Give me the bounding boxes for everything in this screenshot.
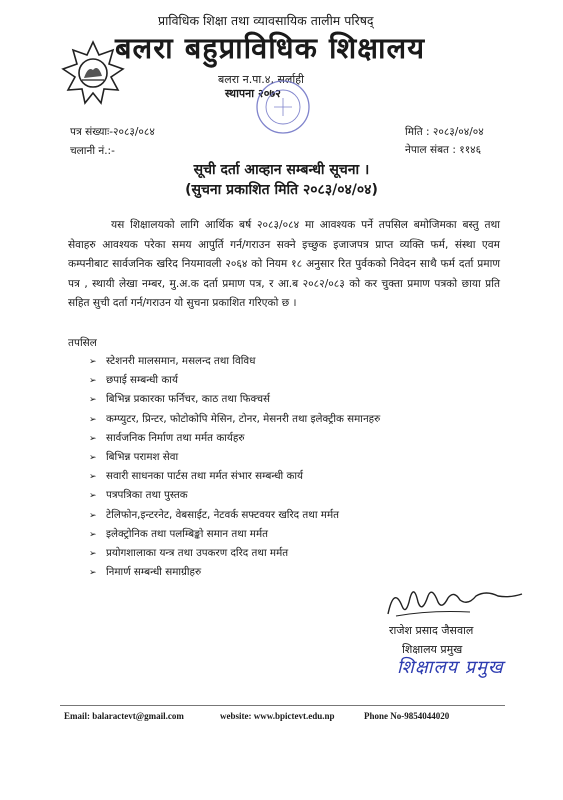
footer-email: Email: balaractevt@gmail.com (64, 711, 184, 721)
list-item: ➢ स्टेशनरी मालसमान, मसलन्द तथा विविध (89, 352, 380, 371)
bullet-arrow-icon: ➢ (89, 568, 97, 579)
footer-website: website: www.bpictevt.edu.np (220, 711, 335, 721)
bullet-arrow-icon: ➢ (89, 433, 97, 444)
nepal-sambat: नेपाल संबत : ११४६ (405, 144, 482, 156)
bullet-arrow-icon: ➢ (89, 548, 97, 559)
bullet-arrow-icon: ➢ (89, 357, 97, 367)
established-year: स्थापना २०७२ (225, 87, 281, 100)
notice-paragraph: यस शिक्षालयको लागि आर्थिक बर्ष २०८३/०८४ मा आवश्यक पर्ने तपसिल बमोजिमका बस्तु तथा सेवाहरु आवश्यक परेका समय आपुर्ति गर्न/गराउन सक्ने इच्छुक इजाजपत्र प्राप्त व्यक्ति फर्म, संस्था एवम कम्पनीबाट सार्वजनिक खरिद नियमावली २०६४ को नियम १८ अनुसार रित पुर्वकको निवेदन साथै फर्म दर्ता प्रमाण पत्र , स्थायी लेखा नम्बर, मु.अ.क दर्ता प्रमाण पत्र, र आ.ब २०८२/०८३ को कर चुक्ता प्रमाण पत्रको छाया प्रति सहित सुची दर्ता गर्न/गराउन यो सुचना प्रकाशित गरिएको छ । (68, 219, 500, 309)
list-item: ➢ कम्प्युटर, प्रिन्टर, फोटोकोपि मेसिन, टोनर, मेसनरी तथा इलेक्ट्रीक समानहरु (89, 410, 380, 429)
signature-scribble-icon (380, 576, 530, 626)
bullet-arrow-icon: ➢ (89, 491, 97, 502)
item-list (89, 352, 380, 582)
list-item: ➢ निमार्ण सम्बन्धी समाग्रीहरु (89, 563, 380, 582)
dispatch-number: चलानी नं.:- (70, 145, 115, 157)
notice-subtitle: (सुचना प्रकाशित मिति २०८३/०४/०४) (185, 182, 378, 198)
bullet-arrow-icon: ➢ (89, 414, 97, 425)
bullet-arrow-icon: ➢ (89, 529, 97, 540)
list-item: ➢ पत्रपत्रिका तथा पुस्तक (89, 486, 380, 505)
list-item: ➢ छपाई सम्बन्धी कार्य (89, 371, 380, 390)
signer-name: राजेश प्रसाद जैसवाल (389, 624, 474, 637)
college-address: बलरा न.पा.४, सर्लाही (218, 73, 304, 86)
college-name: बलरा बहुप्राविधिक शिक्षालय (115, 31, 426, 65)
council-name: प्राविधिक शिक्षा तथा व्यावसायिक तालीम परिषद् (158, 13, 374, 28)
list-heading: तपसिल (68, 337, 97, 349)
notice-title: सूची दर्ता आव्हान सम्बन्धी सूचना । (193, 162, 370, 178)
footer-phone: Phone No-9854044020 (364, 711, 450, 721)
signer-post: शिक्षालय प्रमुख (402, 643, 463, 656)
bullet-arrow-icon: ➢ (89, 472, 97, 483)
list-item: ➢ टेलिफोन,इन्टरनेट, वेबसाईट, नेटवर्क सफ्टवयर खरिद तथा मर्मत (89, 506, 380, 525)
list-item: ➢ प्रयोगशालाका यन्त्र तथा उपकरण दरिद तथा मर्मत (89, 544, 380, 563)
notice-date: मिति : २०८३/०४/०४ (405, 126, 484, 138)
list-item: ➢ सार्वजनिक निर्माण तथा मर्मत कार्यहरु (89, 429, 380, 448)
footer-divider (60, 705, 505, 706)
bullet-arrow-icon: ➢ (89, 452, 97, 463)
list-item: ➢ बिभिन्न प्रकारका फर्निचर, काठ तथा फिक्चर्स (89, 390, 380, 409)
bullet-arrow-icon: ➢ (89, 395, 97, 406)
reference-number: पत्र संख्याः-२०८३/०८४ (70, 126, 155, 138)
bullet-arrow-icon: ➢ (89, 510, 97, 521)
bullet-arrow-icon: ➢ (89, 376, 97, 387)
list-item: ➢ इलेक्ट्रोनिक तथा पलम्बिङ्को समान तथा मर्मत (89, 525, 380, 544)
list-item: ➢ बिभिन्न परामश सेवा (89, 448, 380, 467)
list-item: ➢ सवारी साधनका पार्टस तथा मर्मत संभार सम्बन्धी कार्य (89, 467, 380, 486)
designation-stamp: शिक्षालय प्रमुख (397, 657, 504, 678)
office-seal-icon (248, 76, 318, 142)
